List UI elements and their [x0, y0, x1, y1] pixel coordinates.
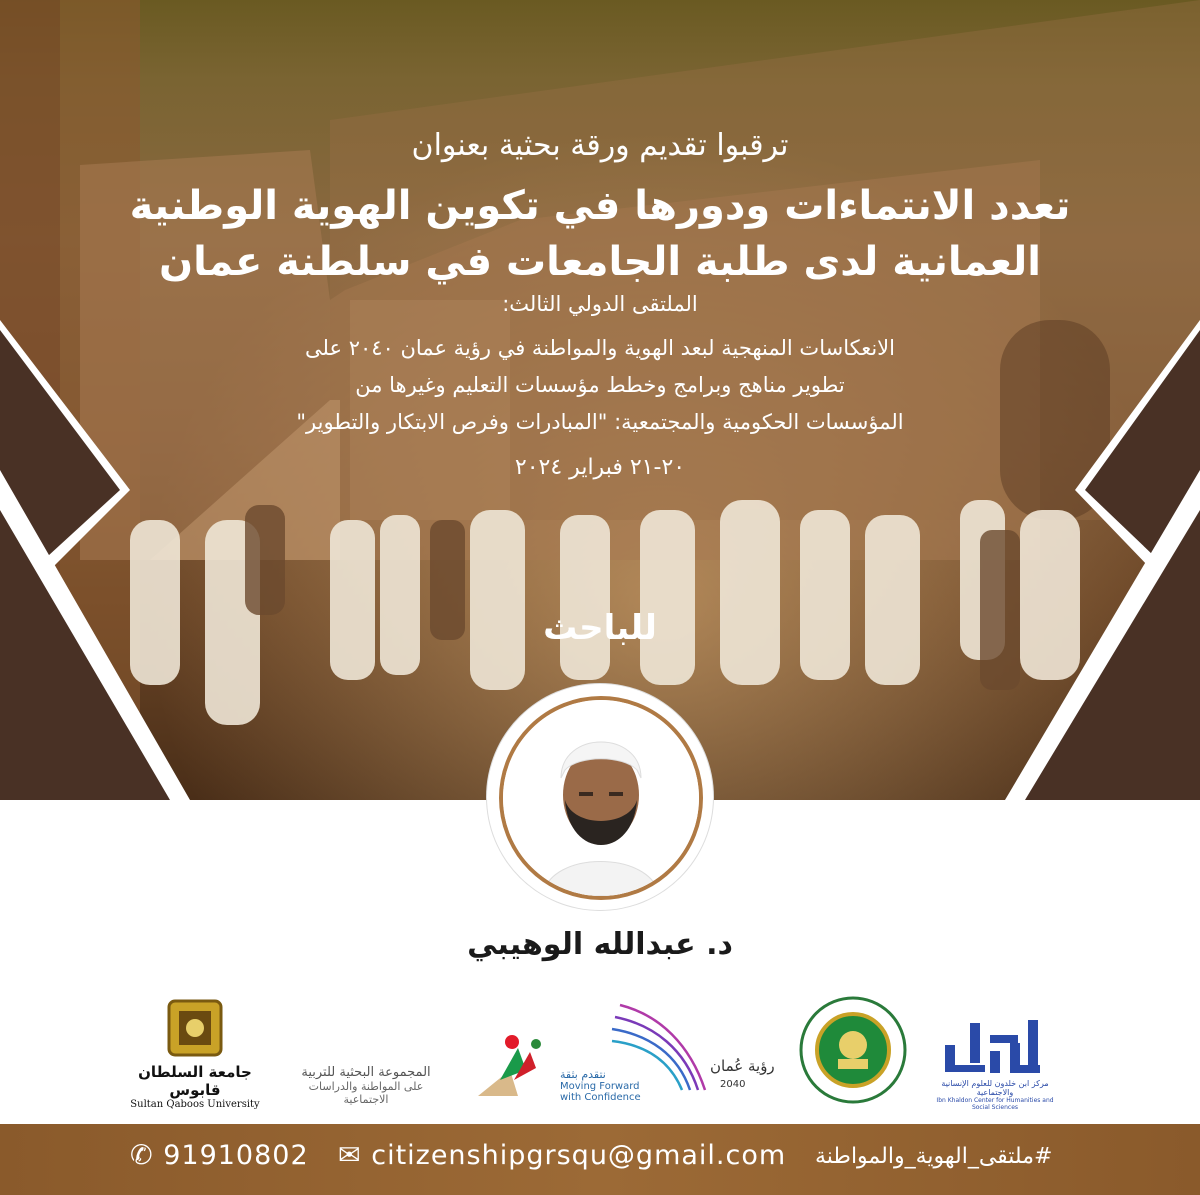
oman-vision-logo	[610, 995, 775, 1105]
avatar	[503, 700, 699, 896]
whatsapp-icon: ✆	[130, 1140, 154, 1171]
mfc-ar: نتقدم بثقة	[560, 1068, 606, 1081]
email-contact[interactable]	[338, 1140, 786, 1171]
citizenship-figure-logo	[470, 1030, 550, 1100]
forum-line2: تطوير مناهج وبرامج وخطط مؤسسات التعليم وغيرها من	[355, 373, 845, 397]
ibn-khaldon-logo	[930, 1015, 1060, 1111]
partner-logos	[0, 990, 1200, 1110]
squ-logo	[125, 995, 265, 1110]
phone-number: 91910802	[163, 1140, 309, 1171]
mfc-en2: with Confidence	[560, 1092, 641, 1103]
event-date: ٢٠-٢١ فبراير ٢٠٢٤	[514, 455, 686, 480]
ibn-khaldon-ar: مركز ابن خلدون للعلوم الإنسانية والاجتماعية	[941, 1079, 1049, 1097]
research-group-line2: على المواطنة والدراسات الاجتماعية	[308, 1080, 424, 1106]
squ-name-en: Sultan Qaboos University	[130, 1099, 260, 1110]
research-group-line1: المجموعة البحثية للتربية	[301, 1065, 431, 1080]
ibn-khaldon-icon	[940, 1015, 1050, 1075]
researcher-photo-frame	[487, 684, 713, 910]
mfc-en1: Moving Forward	[560, 1081, 640, 1092]
vision-num: 2040	[720, 1079, 746, 1090]
contact-footer	[0, 1124, 1200, 1195]
researcher-label: للباحث	[543, 608, 657, 648]
forum-line3: المؤسسات الحكومية والمجتمعية: "المبادرات وفرص الابتكار والتطوير"	[296, 410, 904, 434]
research-group-logo	[286, 1065, 446, 1106]
forum-label: الملتقى الدولي الثالث:	[502, 292, 698, 316]
phone-contact[interactable]	[130, 1140, 309, 1171]
abegs-logo	[798, 995, 908, 1105]
forum-description	[120, 322, 1080, 441]
email-address: citizenshipgrsqu@gmail.com	[371, 1140, 787, 1171]
forum-line1: الانعكاسات المنهجية لبعد الهوية والمواطنة في رؤية عمان ٢٠٤٠ على	[305, 336, 895, 360]
ibn-khaldon-en: Ibn Khaldon Center for Humanities and Social Sciences	[936, 1097, 1054, 1111]
squ-emblem-icon	[165, 995, 225, 1059]
squ-name-ar: جامعة السلطان قابوس	[138, 1063, 252, 1099]
researcher-photo	[499, 696, 703, 900]
hashtag[interactable]: #ملتقى_الهوية_والمواطنة	[815, 1144, 1053, 1169]
paper-title-line2: العمانية لدى طلبة الجامعات في سلطنة عمان	[159, 239, 1041, 285]
envelope-icon: ✉	[338, 1140, 362, 1171]
paper-title	[120, 178, 1080, 290]
invite-text: ترقبوا تقديم ورقة بحثية بعنوان	[411, 128, 789, 163]
vision-ar: رؤية عُمان	[710, 1057, 775, 1075]
vision-swirl-icon	[610, 995, 720, 1095]
paper-title-line1: تعدد الانتماءات ودورها في تكوين الهوية الوطنية	[129, 183, 1071, 229]
abegs-seal-icon	[798, 995, 908, 1105]
figure-icon	[470, 1030, 550, 1100]
researcher-name: د. عبدالله الوهيبي	[467, 927, 733, 962]
